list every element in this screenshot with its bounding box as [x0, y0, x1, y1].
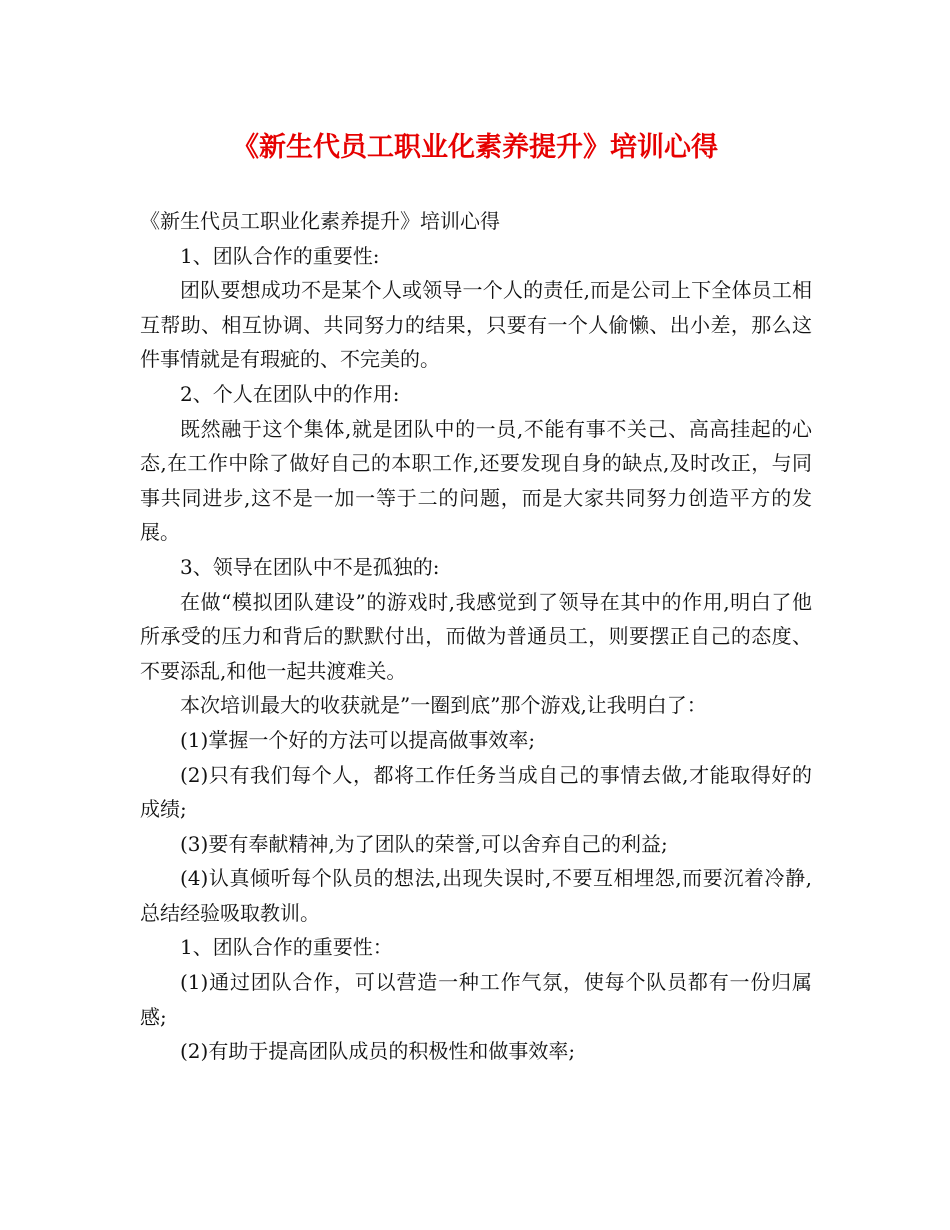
- paragraph: 团队要想成功不是某个人或领导一个人的责任,而是公司上下全体员工相互帮助、相互协调、共同努力的结果，只要有一个人偷懒、出小差，那么这件事情就是有瑕疵的、不完美的。: [140, 278, 812, 372]
- document-body: [140, 204, 812, 1069]
- list-item: (1)通过团队合作，可以营造一种工作气氛，使每个队员都有一份归属感;: [140, 970, 812, 1029]
- paragraph-subtitle: 《新生代员工职业化素养提升》培训心得: [140, 209, 500, 233]
- paragraph-heading-1: 1、团队合作的重要性:: [180, 243, 380, 268]
- paragraph-heading-3: 3、领导在团队中不是孤独的:: [180, 554, 440, 579]
- document-title: 《新生代员工职业化素养提升》培训心得: [232, 132, 718, 163]
- paragraph: 在做“模拟团队建设”的游戏时,我感觉到了领导在其中的作用,明白了他所承受的压力和背后的默默付出，而做为普通员工，则要摆正自己的态度、不要添乱,和他一起共渡难关。: [140, 589, 812, 683]
- list-item: (1)掌握一个好的方法可以提高做事效率;: [180, 727, 536, 752]
- list-item: (3)要有奉献精神,为了团队的荣誉,可以舍弃自己的利益;: [180, 831, 668, 856]
- list-item: (2)有助于提高团队成员的积极性和做事效率;: [180, 1039, 576, 1064]
- paragraph-heading-2: 2、个人在团队中的作用:: [180, 381, 400, 406]
- list-item: (2)只有我们每个人，都将工作任务当成自己的事情去做,才能取得好的成绩;: [140, 762, 812, 822]
- paragraph: 既然融于这个集体,就是团队中的一员,不能有事不关己、高高挂起的心态,在工作中除了做好自己的本职工作,还要发现自身的缺点,及时改正，与同事共同进步,这不是一加一等于二的问题，而是大家共同努力创造平方的发展。: [140, 416, 812, 545]
- paragraph-heading-1-repeat: 1、团队合作的重要性：: [180, 935, 393, 960]
- paragraph: 本次培训最大的收获就是”一圈到底”那个游戏,让我明白了：: [180, 693, 707, 718]
- list-item: (4)认真倾听每个队员的想法,出现失误时,不要互相埋怨,而要沉着冷静,总结经验吸取教训。: [140, 866, 812, 925]
